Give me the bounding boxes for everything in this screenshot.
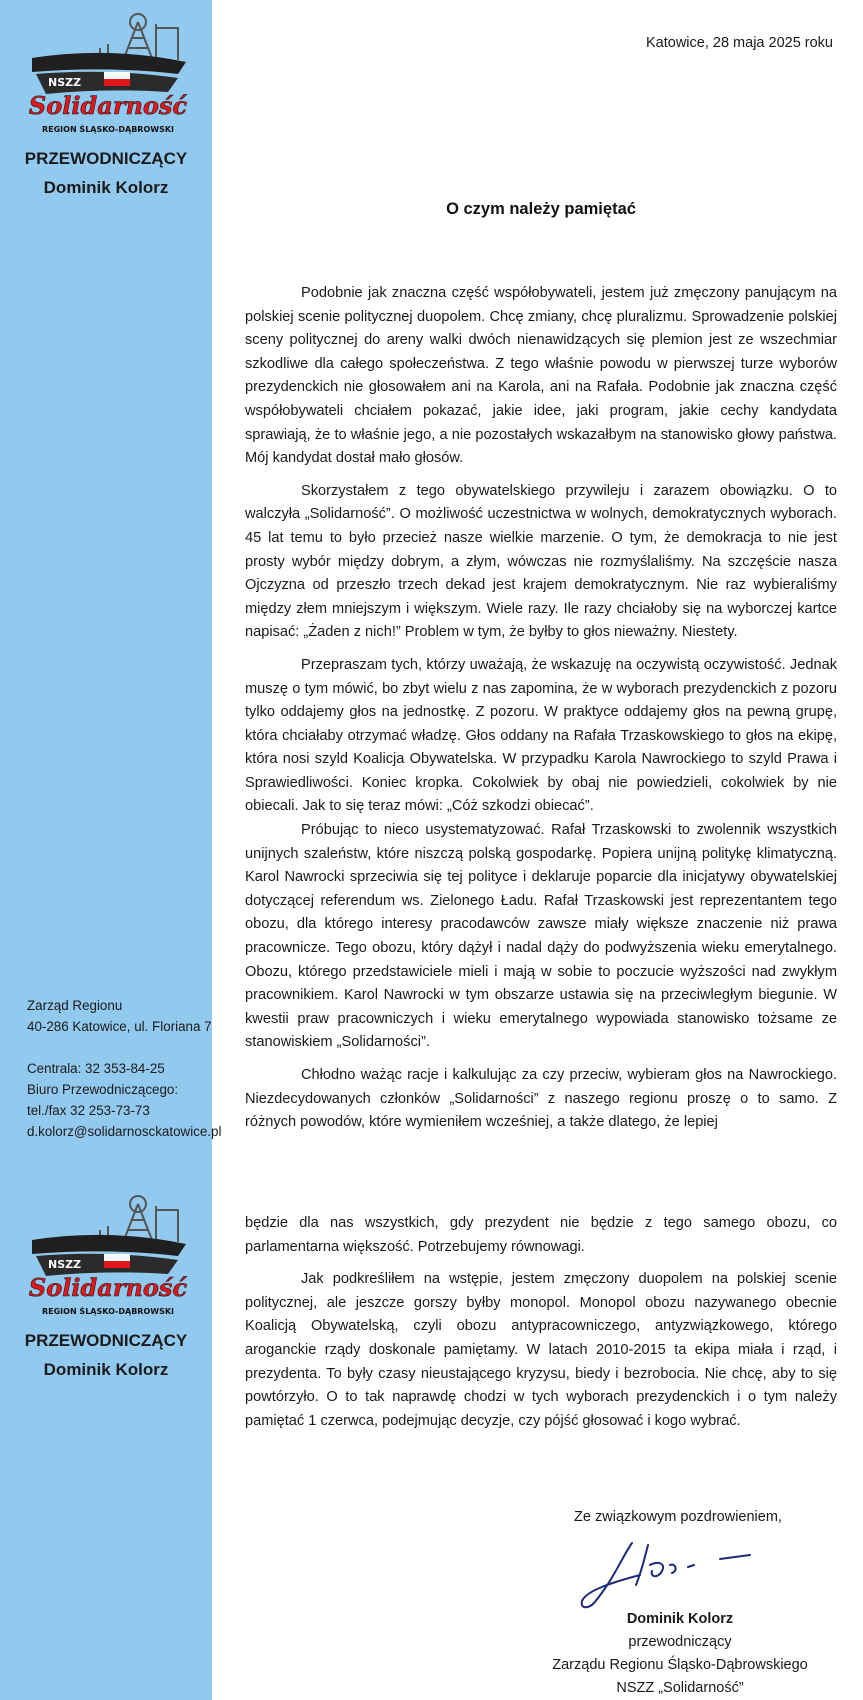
- contact-email: d.kolorz@solidarnosckatowice.pl: [27, 1124, 222, 1139]
- letter-body-page2: [245, 1212, 837, 1433]
- letter-closing: Ze związkowym pozdrowieniem,: [574, 1509, 782, 1525]
- letter-date: Katowice, 28 maja 2025 roku: [646, 35, 833, 51]
- sidebar-name-bottom: Dominik Kolorz: [43, 1360, 169, 1379]
- signatory-role: przewodniczący: [628, 1634, 732, 1650]
- handwritten-signature: [570, 1535, 770, 1615]
- letter-title: O czym należy pamiętać: [446, 200, 636, 218]
- signatory-name: Dominik Kolorz: [626, 1611, 734, 1627]
- body-paragraph: Jak podkreśliłem na wstępie, jestem zmęczony duopolem na polskiej scenie politycznej, ale jeszcze gorszy byłby monopol. Monopol obozu nazywanego obecnie Koalicją Obywatelską, czyli obozu antypracowniczego, antyzwiązkowego, którego aroganckie rządy doskonale pamiętamy. W latach 2010-2015 ta ekipa miała i rząd, i prezydenta. To były czasy nieustającego kryzysu, biedy i bezrobocia. Nie chcę, aby to się powtórzyło. O to tak naprawdę chodzi w tych wyborach prezydenckich i o tym należy pamiętać 1 czerwca, podejmując decyzje, czy pójść głosować i kogo wybrać.: [245, 1271, 837, 1429]
- body-paragraph: będzie dla nas wszystkich, gdy prezydent nie będzie z tego samego obozu, co parlamentarna większość. Potrzebujemy równowagi.: [245, 1215, 837, 1255]
- signatory-org: Zarządu Regionu Śląsko-Dąbrowskiego: [552, 1657, 808, 1673]
- svg-text:Solidarność: Solidarność: [28, 91, 188, 120]
- signatory-union: NSZZ „Solidarność”: [616, 1680, 744, 1696]
- contact-office-label: Biuro Przewodniczącego:: [27, 1082, 179, 1097]
- sidebar-name-top: Dominik Kolorz: [43, 178, 169, 197]
- sidebar-role-top: PRZEWODNICZĄCY: [24, 149, 188, 168]
- body-paragraph: Próbując to nieco usystematyzować. Rafał Trzaskowski to zwolennik wszystkich unijnych szaleństw, które niszczą polską gospodarkę. Popiera unijną politykę klimatyczną. Karol Nawrocki sprzeciwia się tej polityce i deklaruje poparcie dla inicjatywy obywatelskiej dotyczącej referendum ws. Zielonego Ładu. Rafał Trzaskowski jest reprezentantem tego obozu, dla którego interesy pracodawców zawsze miały większe znaczenie niż prawa pracownicze. Tego obozu, który dążył i nadal dąży do podwyższenia wieku emerytalnego. Obozu, którego przedstawiciele mieli i mają w sobie to poczucie wyższości nad zwykłym pracownikiem. Karol Nawrocki w tym obszarze ustawia się na przeciwległym biegunie. W kwestii praw pracowniczych i wieku emerytalnego wypowiada stanowisko tożsame ze stanowiskiem „Solidarności”.: [245, 822, 837, 1051]
- svg-text:NSZZ: NSZZ: [48, 76, 82, 89]
- body-paragraph: Podobnie jak znaczna część współobywateli, jestem już zmęczony panującym na polskiej scenie politycznej duopolem. Chcę zmiany, chcę pluralizmu. Sprowadzenie polskiej sceny politycznej do areny walki dwóch nienawidzących się plemion jest ze wszechmiar szkodliwe dla całego społeczeństwa. Z tego właśnie powodu w pierwszej turze wyborów prezydenckich nie głosowałem ani na Karola, ani na Rafała. Podobnie jak znaczna część współobywateli chciałem pokazać, jakie idee, jaki program, jakie cechy kandydata sprawiają, że to właśnie jego, a nie pozostałych wskazałbym na stanowisko głowy państwa. Mój kandydat dostał mało głosów.: [245, 285, 837, 467]
- solidarnosc-logo: [28, 1190, 188, 1320]
- body-paragraph: Skorzystałem z tego obywatelskiego przywileju i zarazem obowiązku. O to walczyła „Solidarność”. O możliwość uczestnictwa w wolnych, demokratycznych wyborach. 45 lat temu to było przecież nasze wielkie marzenie. O tym, że demokracja to nie jest prosty wybór między dobrym, a złym, wówczas nie rozmyślaliśmy. Na szczęście nasza Ojczyzna od przeszło trzech dekad jest krajem demokratycznym. Nie raz wybieraliśmy między złem mniejszym i większym. Wiele razy. Ile razy chciałoby się na wyborczej kartce napisać: „Żaden z nich!” Problem w tym, że byłby to głos nieważny. Niestety.: [245, 482, 837, 641]
- contact-address: 40-286 Katowice, ul. Floriana 7: [27, 1019, 212, 1034]
- svg-text:NSZZ: NSZZ: [48, 1258, 82, 1271]
- solidarnosc-logo: [28, 8, 188, 138]
- sidebar-role-bottom: PRZEWODNICZĄCY: [24, 1331, 188, 1350]
- contact-fax: tel./fax 32 253-73-73: [27, 1103, 150, 1118]
- svg-text:Solidarność: Solidarność: [28, 1273, 188, 1302]
- body-paragraph: Chłodno ważąc racje i kalkulując za czy przeciw, wybieram głos na Nawrockiego. Niezdecydowanych członków „Solidarności” z naszego regionu proszę o to samo. Z różnych powodów, które wymieniłem wcześniej, a także dlatego, że lepiej: [245, 1067, 837, 1131]
- contact-phone-main: Centrala: 32 353-84-25: [27, 1061, 165, 1076]
- body-paragraph: Przepraszam tych, którzy uważają, że wskazuję na oczywistą oczywistość. Jednak muszę o tym mówić, bo zbyt wielu z nas zapomina, że w wyborach prezydenckich z pozoru tylko oddajemy głos na jednostkę. Z pozoru. W praktyce oddajemy głos na pewną grupę, która chciałaby otrzymać władzę. Głos oddany na Rafała Trzaskowskiego to głos na ekipę, która nosi szyld Koalicja Obywatelska. W przypadku Karola Nawrockiego to szyld Prawa i Sprawiedliwości. Koniec kropka. Cokolwiek by obaj nie powiedzieli, cokolwiek by nie obiecali. Jak to się teraz mówi: „Cóż szkodzi obiecać”.: [245, 656, 837, 815]
- signature-block: [530, 1608, 830, 1700]
- sidebar-contact: [27, 995, 222, 1142]
- svg-text:REGION ŚLĄSKO-DĄBROWSKI: REGION ŚLĄSKO-DĄBROWSKI: [41, 1307, 175, 1316]
- sidebar: [0, 0, 222, 1700]
- svg-text:REGION ŚLĄSKO-DĄBROWSKI: REGION ŚLĄSKO-DĄBROWSKI: [41, 125, 175, 134]
- contact-line: Zarząd Regionu: [27, 998, 123, 1013]
- letter-body-page1: [245, 282, 837, 1135]
